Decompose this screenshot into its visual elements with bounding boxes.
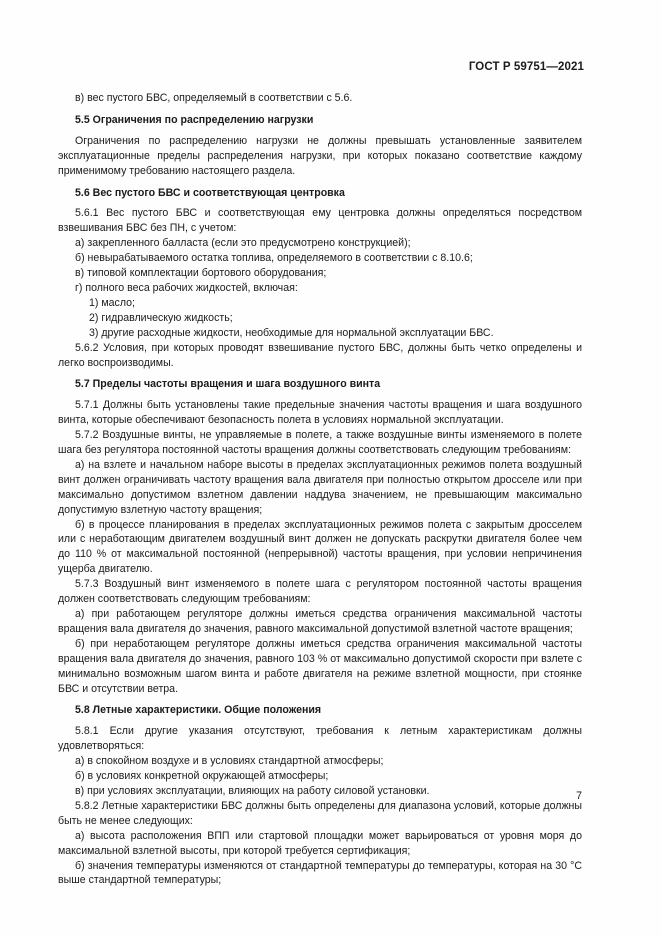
list-item: а) высота расположения ВПП или стартовой площадки может варьироваться от уровня моря до максимальной взлетной высоты, при которой требуется сертификация; (58, 829, 582, 857)
list-item: а) на взлете и начальном наборе высоты в пределах эксплуатационных режимов полета воздушный винт должен ограничивать частоту вращения вала двигателя при полностью открытом дросселе или при максимально допустимом взлетном давлении наддува значением, не превышающим максимально допустимую взлетную частоту вращения; (58, 458, 582, 516)
list-item: а) при работающем регуляторе должны иметься средства ограничения максимальной частоты вращения вала двигателя до значения, равного максимальной допустимой взлетной частоте вращения; (58, 608, 582, 635)
paragraph: 5.8.1 Если другие указания отсутствуют, требования к летным характеристикам должны удовлетворяться: (58, 725, 582, 753)
sub-list-item: 2) гидравлическую жидкость; (89, 311, 233, 324)
list-item: г) полного веса рабочих жидкостей, включая: (75, 281, 298, 294)
paragraph: Ограничения по распределению нагрузки не должны превышать установленные заявителем эксплуатационные пределы распределения нагрузки, при которых показано соответствие каждому применимому требованию настоящего раздела. (58, 134, 582, 177)
section-heading-5-8: 5.8 Летные характеристики. Общие положения (75, 704, 322, 717)
section-heading-5-5: 5.5 Ограничения по распределению нагрузки (75, 113, 314, 126)
paragraph: 5.8.2 Летные характеристики БВС должны быть определены для диапазона условий, которые должны быть не менее следующих: (58, 799, 582, 827)
sub-list-item: 1) масло; (89, 296, 135, 309)
list-item: в) вес пустого БВС, определяемый в соответствии с 5.6. (75, 92, 353, 104)
section-heading-5-7: 5.7 Пределы частоты вращения и шага воздушного винта (75, 378, 381, 391)
list-item: б) при неработающем регуляторе должны иметься средства ограничения максимальной частоты вращения вала двигателя до значения, равного 103 % от максимально допустимой скорости при взлете с минимально возможным шагом винта и работе двигателя на режиме взлетной мощности, при стоянке БВС и отсутствии ветра. (58, 637, 582, 695)
list-item: б) в условиях конкретной окружающей атмосферы; (75, 770, 329, 783)
list-item: а) в спокойном воздухе и в условиях стандартной атмосферы; (75, 755, 384, 768)
list-item: б) значения температуры изменяются от стандартной температуры до температуры, которая на 30 °С выше стандартной температуры; (58, 859, 582, 887)
list-item: в) при условиях эксплуатации, влияющих на работу силовой установки. (75, 784, 430, 797)
paragraph: 5.7.2 Воздушные винты, не управляемые в полете, а также воздушные винты изменяемого в полете шага без регулятора постоянной частоты вращения должны соответствовать следующим требованиям: (58, 429, 582, 457)
standard-code: ГОСТ Р 59751—2021 (468, 61, 584, 73)
list-item: в) типовой комплектации бортового оборудования; (75, 267, 327, 280)
list-item: б) в процессе планирования в пределах эксплуатационных режимов полета с закрытым дросселем или с неработающим двигателем воздушный винт должен не допускать раскрутки двигателя более чем до 110 % от максимальной постоянной (непрерывной) частоты вращения, при условии непричинения ущерба двигателю. (58, 518, 582, 576)
list-item: а) закрепленного балласта (если это предусмотрено конструкцией); (75, 237, 411, 250)
sub-list-item: 3) другие расходные жидкости, необходимые для нормальной эксплуатации БВС. (89, 326, 494, 339)
paragraph: 5.7.3 Воздушный винт изменяемого в полете шага с регулятором постоянной частоты вращения должен соответствовать следующим требованиям: (58, 578, 582, 606)
list-item: б) невырабатываемого остатка топлива, определяемого в соответствии с 8.10.6; (75, 252, 473, 265)
document-body (58, 91, 582, 888)
paragraph: 5.6.2 Условия, при которых проводят взвешивание пустого БВС, должны быть четко определены и легко воспроизводимы. (58, 341, 582, 369)
section-heading-5-6: 5.6 Вес пустого БВС и соответствующая центровка (75, 186, 345, 199)
paragraph: 5.7.1 Должны быть установлены такие предельные значения частоты вращения и шага воздушного винта, которые обеспечивают безопасность полета в условиях нормальной эксплуатации. (58, 399, 582, 427)
page-number: 7 (576, 790, 582, 802)
paragraph: 5.6.1 Вес пустого БВС и соответствующая ему центровка должны определяться посредством взвешивания БВС без ПН, с учетом: (58, 207, 582, 235)
